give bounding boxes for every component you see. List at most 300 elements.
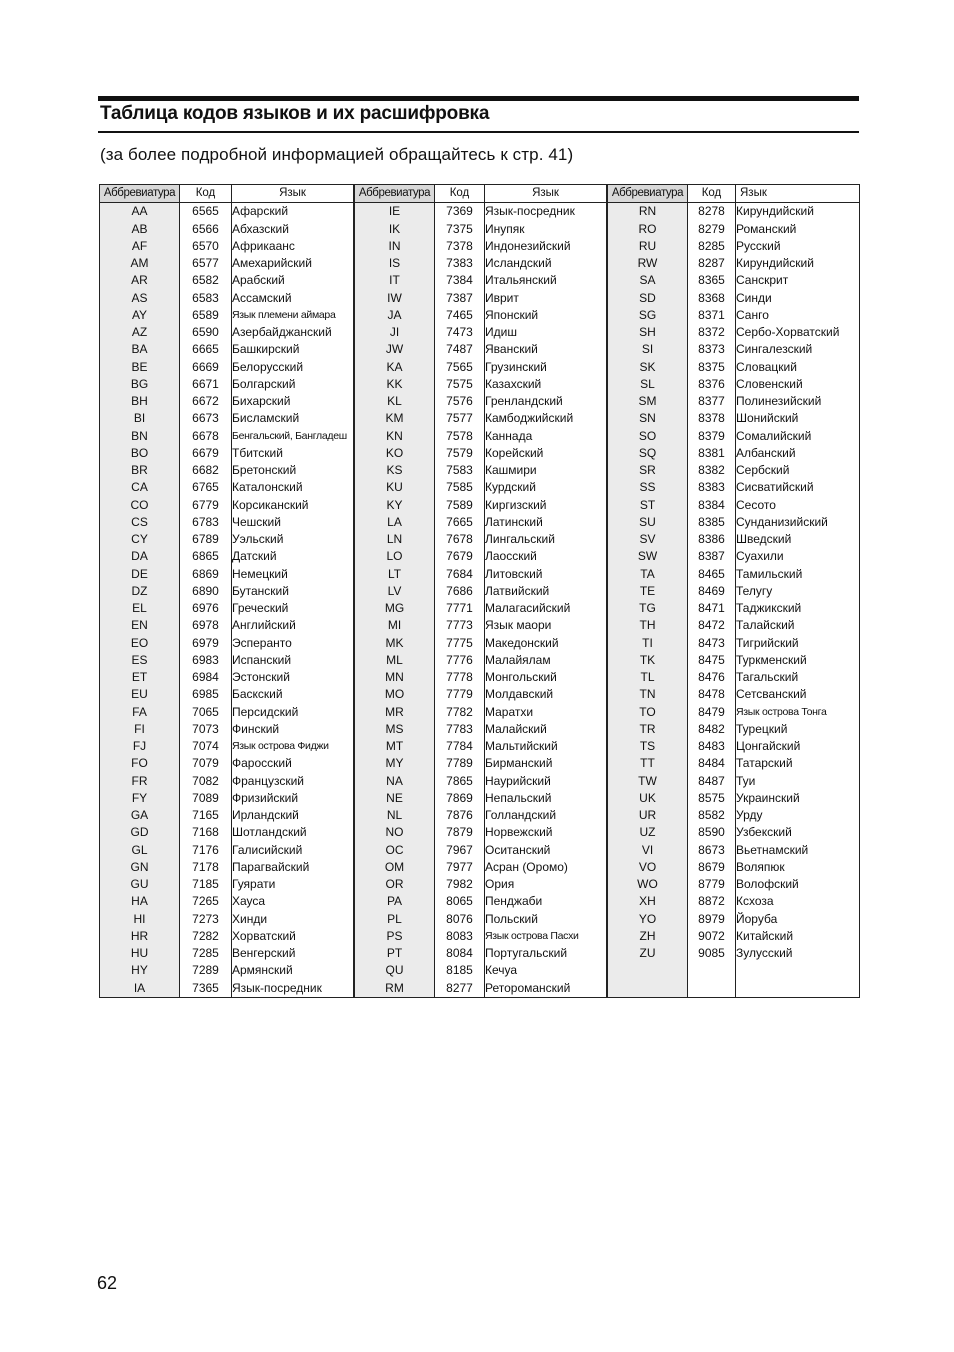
code-cell: 7879 (435, 824, 485, 841)
abbreviation-cell: RU (608, 238, 688, 255)
table-row (608, 721, 860, 738)
abbreviation-cell: TI (608, 635, 688, 652)
language-cell: Баскский (232, 686, 354, 703)
table-row (355, 945, 607, 962)
abbreviation-cell: SL (608, 376, 688, 393)
language-cell: Ассамский (232, 290, 354, 307)
table-row (608, 445, 860, 462)
language-cell: Идиш (485, 324, 607, 341)
language-cell: Туркменский (736, 652, 860, 669)
abbreviation-cell: LA (355, 514, 435, 531)
code-cell: 7789 (435, 755, 485, 772)
abbreviation-cell: BH (100, 393, 180, 410)
table-row (100, 255, 354, 272)
code-cell: 8375 (688, 359, 736, 376)
language-cell: Сомалийский (736, 428, 860, 445)
abbreviation-cell: GD (100, 824, 180, 841)
abbreviation-cell: JW (355, 341, 435, 358)
language-cell: Наурийский (485, 773, 607, 790)
code-cell: 7465 (435, 307, 485, 324)
header-code: Код (180, 185, 232, 203)
page-title: Таблица кодов языков и их расшифровка (100, 103, 490, 124)
code-cell: 7967 (435, 842, 485, 859)
language-cell: Итальянский (485, 272, 607, 289)
code-cell: 7865 (435, 773, 485, 790)
abbreviation-cell: SV (608, 531, 688, 548)
abbreviation-cell: WO (608, 876, 688, 893)
page-subtitle: (за более подробной информацией обращайтесь к стр. 41) (100, 145, 574, 164)
abbreviation-cell: BA (100, 341, 180, 358)
language-cell: Азербайджанский (232, 324, 354, 341)
table-row (608, 272, 860, 289)
table-row (608, 893, 860, 910)
code-cell: 8365 (688, 272, 736, 289)
code-cell: 6765 (180, 479, 232, 496)
code-cell: 8487 (688, 773, 736, 790)
code-cell: 7165 (180, 807, 232, 824)
code-cell: 7168 (180, 824, 232, 841)
abbreviation-cell: AS (100, 290, 180, 307)
table-row (608, 514, 860, 531)
table-row (608, 393, 860, 410)
code-cell: 7773 (435, 617, 485, 634)
table-row (100, 290, 354, 307)
table-row (608, 876, 860, 893)
code-cell: 7375 (435, 221, 485, 238)
code-cell: 7176 (180, 842, 232, 859)
language-cell: Голландский (485, 807, 607, 824)
code-cell: 8279 (688, 221, 736, 238)
header-language: Язык (485, 185, 607, 203)
table-row (355, 290, 607, 307)
table-row (100, 876, 354, 893)
code-cell: 6678 (180, 428, 232, 445)
abbreviation-cell: PL (355, 911, 435, 928)
table-row (608, 462, 860, 479)
code-cell: 7585 (435, 479, 485, 496)
table-row (355, 479, 607, 496)
abbreviation-cell: RO (608, 221, 688, 238)
abbreviation-cell: KL (355, 393, 435, 410)
code-cell: 7684 (435, 566, 485, 583)
abbreviation-cell: MO (355, 686, 435, 703)
abbreviation-cell: TH (608, 617, 688, 634)
code-cell: 6979 (180, 635, 232, 652)
abbreviation-cell: TT (608, 755, 688, 772)
abbreviation-cell: BG (100, 376, 180, 393)
abbreviation-cell: PA (355, 893, 435, 910)
code-cell: 7577 (435, 410, 485, 427)
language-cell: Фаросский (232, 755, 354, 772)
language-cell: Африкаанс (232, 238, 354, 255)
code-cell: 7982 (435, 876, 485, 893)
abbreviation-cell: GL (100, 842, 180, 859)
abbreviation-cell: CS (100, 514, 180, 531)
table-row (355, 617, 607, 634)
language-cell: Эстонский (232, 669, 354, 686)
table-row (355, 962, 607, 979)
language-cell: Чешский (232, 514, 354, 531)
abbreviation-cell: KU (355, 479, 435, 496)
language-table-3 (607, 184, 860, 998)
table-row (608, 635, 860, 652)
abbreviation-cell: BO (100, 445, 180, 462)
table-row (100, 359, 354, 376)
abbreviation-cell: CY (100, 531, 180, 548)
table-row (100, 428, 354, 445)
language-cell: Эсперанто (232, 635, 354, 652)
table-row (100, 462, 354, 479)
abbreviation-cell: OM (355, 859, 435, 876)
code-cell: 6978 (180, 617, 232, 634)
abbreviation-cell: CO (100, 497, 180, 514)
abbreviation-cell: KM (355, 410, 435, 427)
language-cell: Таджикский (736, 600, 860, 617)
language-cell: Сесото (736, 497, 860, 514)
table-row (100, 635, 354, 652)
language-cell: Синди (736, 290, 860, 307)
abbreviation-cell: SS (608, 479, 688, 496)
code-cell: 7778 (435, 669, 485, 686)
table-row (608, 221, 860, 238)
table-row (608, 928, 860, 945)
abbreviation-cell: SI (608, 341, 688, 358)
table-row (355, 376, 607, 393)
abbreviation-cell: FY (100, 790, 180, 807)
code-cell: 6565 (180, 203, 232, 221)
code-cell: 7583 (435, 462, 485, 479)
code-cell: 8377 (688, 393, 736, 410)
code-cell (688, 980, 736, 998)
table-row (100, 203, 354, 221)
language-cell: Бретонский (232, 462, 354, 479)
abbreviation-cell: IK (355, 221, 435, 238)
language-cell: Английский (232, 617, 354, 634)
table-row (100, 566, 354, 583)
table-row (608, 945, 860, 962)
abbreviation-cell: KS (355, 462, 435, 479)
abbreviation-cell: KK (355, 376, 435, 393)
language-cell: Башкирский (232, 341, 354, 358)
abbreviation-cell: NE (355, 790, 435, 807)
code-cell: 8382 (688, 462, 736, 479)
abbreviation-cell: AY (100, 307, 180, 324)
language-table-2 (354, 184, 607, 998)
code-cell: 7771 (435, 600, 485, 617)
table-row (355, 531, 607, 548)
title-underline (98, 131, 859, 133)
language-cell: Бутанский (232, 583, 354, 600)
language-cell: Язык племени аймара (232, 307, 354, 324)
abbreviation-cell: AF (100, 238, 180, 255)
abbreviation-cell: SO (608, 428, 688, 445)
abbreviation-cell: BE (100, 359, 180, 376)
language-cell: Уэльский (232, 531, 354, 548)
language-cell: Литовский (485, 566, 607, 583)
abbreviation-cell (608, 980, 688, 998)
abbreviation-cell: IE (355, 203, 435, 221)
abbreviation-cell: HR (100, 928, 180, 945)
table-row (608, 341, 860, 358)
table-row (100, 548, 354, 565)
language-cell: Тамильский (736, 566, 860, 583)
abbreviation-cell: LV (355, 583, 435, 600)
language-cell: Непальский (485, 790, 607, 807)
language-cell: Гренландский (485, 393, 607, 410)
code-cell: 8372 (688, 324, 736, 341)
abbreviation-cell: ML (355, 652, 435, 669)
language-cell: Киргизский (485, 497, 607, 514)
language-cell: Казахский (485, 376, 607, 393)
language-cell: Шотландский (232, 824, 354, 841)
abbreviation-cell: KY (355, 497, 435, 514)
table-row (355, 203, 607, 221)
language-cell: Бенгальский, Бангладеш (232, 428, 354, 445)
abbreviation-cell: KA (355, 359, 435, 376)
language-cell: Волофский (736, 876, 860, 893)
table-row (608, 583, 860, 600)
code-cell: 8482 (688, 721, 736, 738)
abbreviation-cell: HY (100, 962, 180, 979)
table-row (608, 669, 860, 686)
abbreviation-cell: IW (355, 290, 435, 307)
language-cell: Тбитский (232, 445, 354, 462)
table-row (355, 583, 607, 600)
table-row (100, 445, 354, 462)
table-row (100, 238, 354, 255)
table-row (608, 497, 860, 514)
table-row (100, 393, 354, 410)
code-cell: 7074 (180, 738, 232, 755)
table-row (355, 272, 607, 289)
code-cell: 8475 (688, 652, 736, 669)
table-row (608, 600, 860, 617)
language-cell: Датский (232, 548, 354, 565)
table-row (100, 807, 354, 824)
language-cell: Хорватский (232, 928, 354, 945)
table-row (355, 911, 607, 928)
language-cell: Мальтийский (485, 738, 607, 755)
language-cell: Язык маори (485, 617, 607, 634)
language-cell: Лаосский (485, 548, 607, 565)
code-cell: 6783 (180, 514, 232, 531)
code-cell (688, 962, 736, 979)
language-cell: Йоруба (736, 911, 860, 928)
table-row (355, 600, 607, 617)
abbreviation-cell: GN (100, 859, 180, 876)
language-cell: Лингальский (485, 531, 607, 548)
abbreviation-cell: DE (100, 566, 180, 583)
language-cell: Язык острова Тонга (736, 704, 860, 721)
table-row (608, 410, 860, 427)
language-cell: Латвийский (485, 583, 607, 600)
abbreviation-cell: KN (355, 428, 435, 445)
abbreviation-cell: ZU (608, 945, 688, 962)
table-row (608, 376, 860, 393)
code-cell: 7289 (180, 962, 232, 979)
abbreviation-cell: TG (608, 600, 688, 617)
language-cell: Албанский (736, 445, 860, 462)
abbreviation-cell: FO (100, 755, 180, 772)
table-row (100, 531, 354, 548)
language-cell: Кашмири (485, 462, 607, 479)
language-cell: Молдавский (485, 686, 607, 703)
code-cell: 8378 (688, 410, 736, 427)
code-cell: 6679 (180, 445, 232, 462)
table-row (608, 773, 860, 790)
language-cell: Корейский (485, 445, 607, 462)
table-row (355, 566, 607, 583)
abbreviation-cell: SH (608, 324, 688, 341)
abbreviation-cell: TR (608, 721, 688, 738)
header-language: Язык (736, 185, 860, 203)
language-cell: Армянский (232, 962, 354, 979)
table-row (100, 324, 354, 341)
language-cell: Персидский (232, 704, 354, 721)
top-rule (98, 96, 859, 101)
language-cell: Каталонский (232, 479, 354, 496)
abbreviation-cell: SR (608, 462, 688, 479)
table-row (100, 755, 354, 772)
table-row (355, 548, 607, 565)
code-cell: 7876 (435, 807, 485, 824)
table-row (608, 548, 860, 565)
code-cell: 7565 (435, 359, 485, 376)
code-cell: 8383 (688, 479, 736, 496)
code-cell: 7089 (180, 790, 232, 807)
table-row (355, 497, 607, 514)
abbreviation-cell: JI (355, 324, 435, 341)
code-cell: 8065 (435, 893, 485, 910)
language-cell: Телугу (736, 583, 860, 600)
code-cell: 6671 (180, 376, 232, 393)
code-cell: 8582 (688, 807, 736, 824)
abbreviation-cell: EO (100, 635, 180, 652)
abbreviation-cell: TW (608, 773, 688, 790)
code-cell: 6789 (180, 531, 232, 548)
table-row (100, 980, 354, 998)
abbreviation-cell: AZ (100, 324, 180, 341)
table-row (608, 859, 860, 876)
table-row (355, 359, 607, 376)
code-cell: 6589 (180, 307, 232, 324)
language-cell: Вьетнамский (736, 842, 860, 859)
table-row (355, 341, 607, 358)
abbreviation-cell: BN (100, 428, 180, 445)
abbreviation-cell: CA (100, 479, 180, 496)
header-abbreviation: Аббревиатура (100, 185, 180, 203)
code-cell: 8386 (688, 531, 736, 548)
code-cell: 6976 (180, 600, 232, 617)
table-row (608, 790, 860, 807)
language-cell: Суахили (736, 548, 860, 565)
code-cell: 8476 (688, 669, 736, 686)
language-cell: Полинезийский (736, 393, 860, 410)
code-cell: 7869 (435, 790, 485, 807)
code-cell: 7783 (435, 721, 485, 738)
abbreviation-cell: YO (608, 911, 688, 928)
language-cell: Талайский (736, 617, 860, 634)
language-cell: Кечуа (485, 962, 607, 979)
abbreviation-cell: VO (608, 859, 688, 876)
code-cell: 8084 (435, 945, 485, 962)
language-cell: Санскрит (736, 272, 860, 289)
abbreviation-cell: AA (100, 203, 180, 221)
language-cell: Сербский (736, 462, 860, 479)
table-row (100, 600, 354, 617)
table-row (100, 617, 354, 634)
page-number: 62 (97, 1273, 118, 1293)
table-row (608, 531, 860, 548)
abbreviation-cell: FR (100, 773, 180, 790)
code-cell: 7383 (435, 255, 485, 272)
abbreviation-cell: MN (355, 669, 435, 686)
table-row (100, 842, 354, 859)
table-row (355, 445, 607, 462)
table-row (100, 514, 354, 531)
abbreviation-cell: TO (608, 704, 688, 721)
code-cell: 7282 (180, 928, 232, 945)
header-abbreviation: Аббревиатура (355, 185, 435, 203)
language-cell: Галисийский (232, 842, 354, 859)
code-cell: 8471 (688, 600, 736, 617)
language-cell: Оситанский (485, 842, 607, 859)
table-row (100, 652, 354, 669)
language-cell: Немецкий (232, 566, 354, 583)
abbreviation-cell: DZ (100, 583, 180, 600)
code-cell: 7378 (435, 238, 485, 255)
code-cell: 7384 (435, 272, 485, 289)
language-cell: Словацкий (736, 359, 860, 376)
language-cell: Хауса (232, 893, 354, 910)
language-cell: Японский (485, 307, 607, 324)
table-row (100, 738, 354, 755)
code-cell: 8368 (688, 290, 736, 307)
abbreviation-cell: LT (355, 566, 435, 583)
table-row (608, 704, 860, 721)
code-cell: 6682 (180, 462, 232, 479)
language-cell: Курдский (485, 479, 607, 496)
table-row (608, 755, 860, 772)
code-cell: 7079 (180, 755, 232, 772)
language-cell: Афарский (232, 203, 354, 221)
code-cell: 8076 (435, 911, 485, 928)
language-cell: Французский (232, 773, 354, 790)
table-row (100, 911, 354, 928)
table-row (355, 704, 607, 721)
abbreviation-cell: SD (608, 290, 688, 307)
language-cell: Исландский (485, 255, 607, 272)
table-row (355, 221, 607, 238)
table-row (355, 876, 607, 893)
abbreviation-cell: NL (355, 807, 435, 824)
language-cell: Асран (Оромо) (485, 859, 607, 876)
code-cell: 8484 (688, 755, 736, 772)
language-cell: Сетсванский (736, 686, 860, 703)
abbreviation-cell: MK (355, 635, 435, 652)
table-row (355, 686, 607, 703)
language-code-tables (99, 184, 857, 998)
abbreviation-cell: SQ (608, 445, 688, 462)
code-cell: 8385 (688, 514, 736, 531)
code-cell: 8472 (688, 617, 736, 634)
language-cell: Хинди (232, 911, 354, 928)
table-row (608, 980, 860, 998)
abbreviation-cell: TK (608, 652, 688, 669)
code-cell: 6779 (180, 497, 232, 514)
code-cell: 6983 (180, 652, 232, 669)
table-row (355, 255, 607, 272)
